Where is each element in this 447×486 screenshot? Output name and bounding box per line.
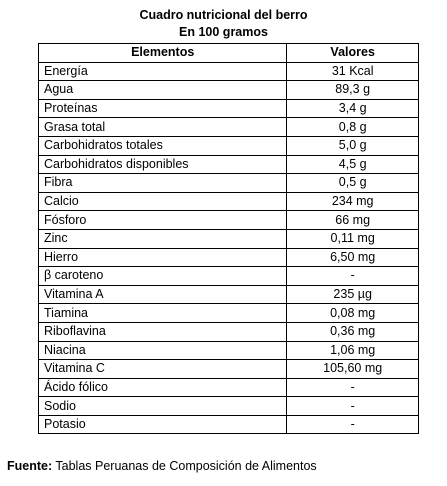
element-value: 0,36 mg [287, 322, 419, 341]
element-name: Fibra [39, 174, 287, 193]
table-header-row [39, 44, 419, 63]
table-row [39, 415, 419, 434]
element-name: Energía [39, 62, 287, 81]
element-name: Agua [39, 81, 287, 100]
table-row [39, 248, 419, 267]
element-value: 6,50 mg [287, 248, 419, 267]
table-row [39, 229, 419, 248]
column-header-elementos: Elementos [39, 44, 287, 63]
element-value: 89,3 g [287, 81, 419, 100]
element-value: 4,5 g [287, 155, 419, 174]
table-row [39, 285, 419, 304]
element-value: 5,0 g [287, 136, 419, 155]
table-row [39, 322, 419, 341]
element-name: Grasa total [39, 118, 287, 137]
element-name: Vitamina C [39, 360, 287, 379]
nutrition-table [38, 43, 419, 434]
element-name: Hierro [39, 248, 287, 267]
column-header-valores: Valores [287, 44, 419, 63]
element-name: Niacina [39, 341, 287, 360]
element-value: 0,5 g [287, 174, 419, 193]
element-value: - [287, 378, 419, 397]
table-row [39, 99, 419, 118]
element-name: Fósforo [39, 211, 287, 230]
table-row [39, 267, 419, 286]
table-row [39, 192, 419, 211]
table-row [39, 118, 419, 137]
element-value: 234 mg [287, 192, 419, 211]
table-row [39, 62, 419, 81]
element-value: 3,4 g [287, 99, 419, 118]
element-value: 31 Kcal [287, 62, 419, 81]
element-value: - [287, 397, 419, 416]
element-value: 66 mg [287, 211, 419, 230]
table-title: Cuadro nutricional del berro [139, 8, 308, 22]
element-name: Sodio [39, 397, 287, 416]
element-name: Tiamina [39, 304, 287, 323]
table-subtitle: En 100 gramos [179, 25, 268, 39]
element-value: - [287, 267, 419, 286]
table-row [39, 81, 419, 100]
element-name: Carbohidratos disponibles [39, 155, 287, 174]
element-value: 0,8 g [287, 118, 419, 137]
table-row [39, 304, 419, 323]
element-value: 0,11 mg [287, 229, 419, 248]
nutrition-table-body [39, 62, 419, 434]
element-value: - [287, 415, 419, 434]
table-row [39, 174, 419, 193]
element-value: 105,60 mg [287, 360, 419, 379]
table-row [39, 155, 419, 174]
element-name: Riboflavina [39, 322, 287, 341]
table-row [39, 360, 419, 379]
table-row [39, 341, 419, 360]
element-name: Zinc [39, 229, 287, 248]
element-value: 1,06 mg [287, 341, 419, 360]
element-value: 235 µg [287, 285, 419, 304]
table-row [39, 378, 419, 397]
table-caption [0, 7, 447, 41]
element-name: β caroteno [39, 267, 287, 286]
source-note [7, 458, 317, 474]
element-name: Ácido fólico [39, 378, 287, 397]
element-name: Vitamina A [39, 285, 287, 304]
element-value: 0,08 mg [287, 304, 419, 323]
element-name: Potasio [39, 415, 287, 434]
element-name: Proteínas [39, 99, 287, 118]
table-row [39, 211, 419, 230]
table-row [39, 136, 419, 155]
element-name: Carbohidratos totales [39, 136, 287, 155]
table-row [39, 397, 419, 416]
source-label: Fuente: [7, 459, 53, 473]
source-text: Tablas Peruanas de Composición de Alimentos [52, 459, 317, 473]
element-name: Calcio [39, 192, 287, 211]
